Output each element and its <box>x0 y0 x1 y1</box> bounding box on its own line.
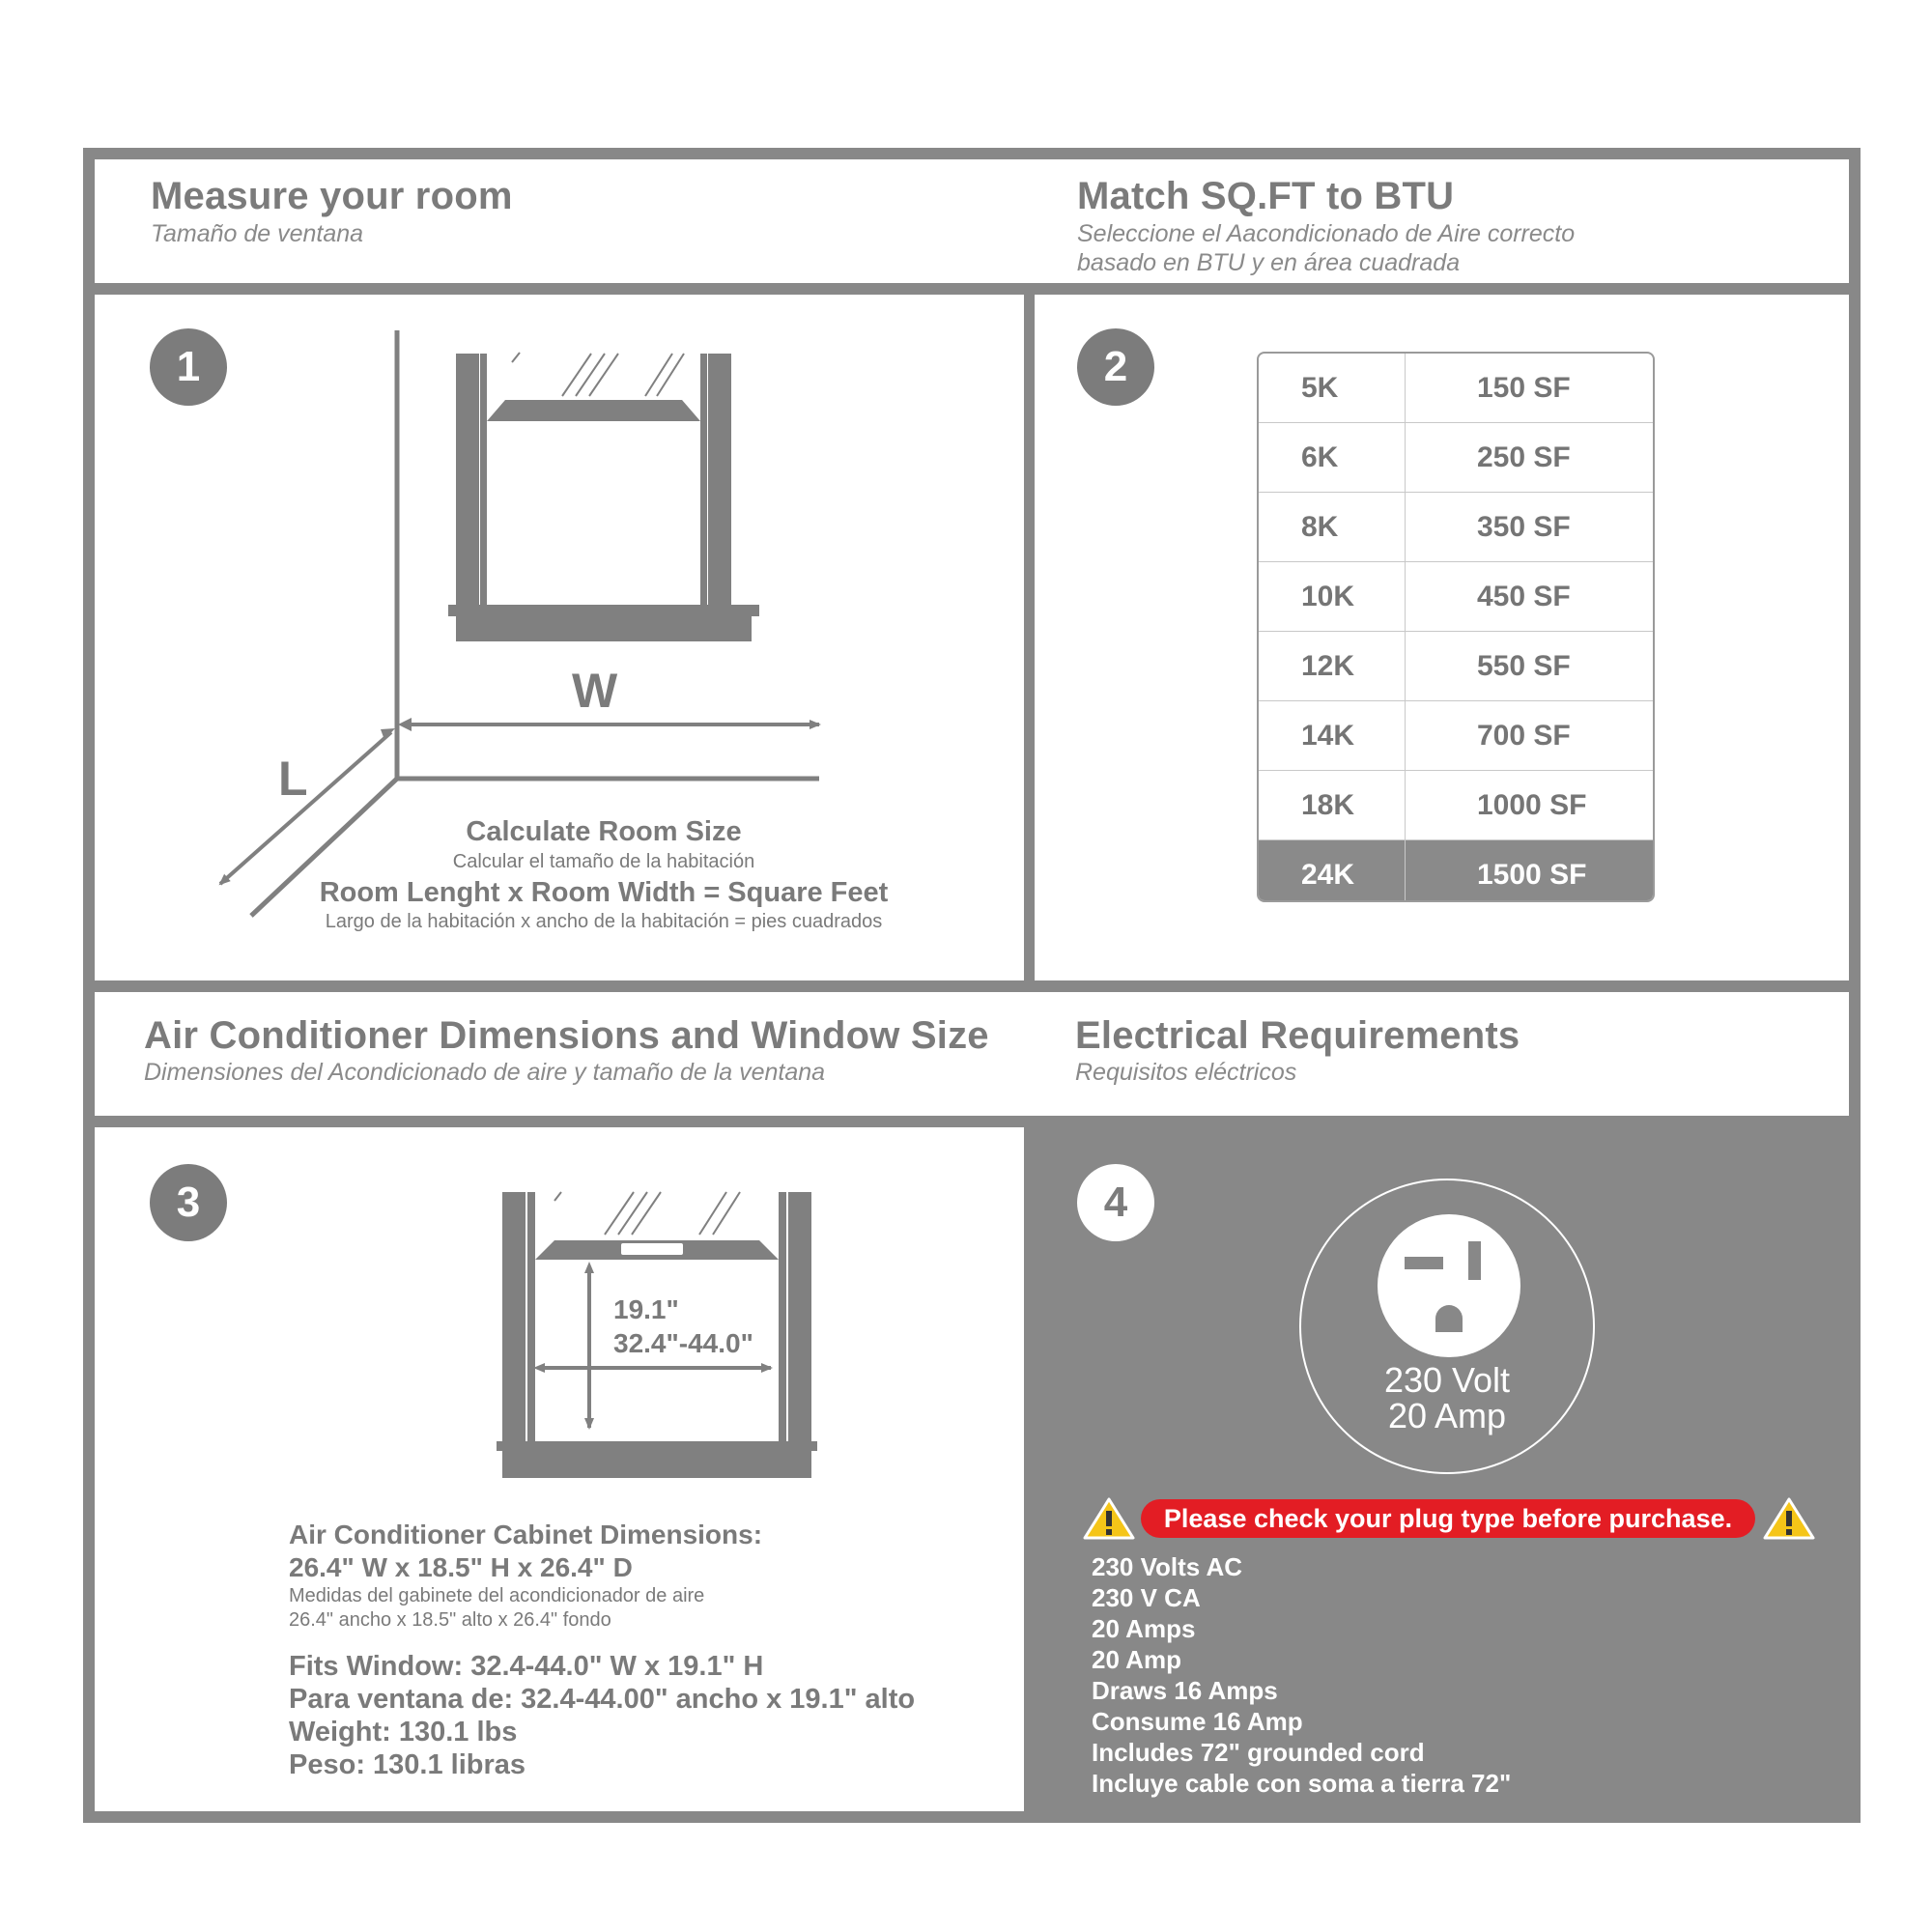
match-subtitle-1: Seleccione el Aacondicionado de Aire correcto <box>1077 220 1576 247</box>
electrical-title: Electrical Requirements <box>1075 1014 1520 1057</box>
btu-value: 12K <box>1259 632 1406 700</box>
electrical-spec-item: Includes 72" grounded cord <box>1092 1738 1425 1767</box>
area-value: 450 SF <box>1477 581 1571 612</box>
area-value: 700 SF <box>1477 720 1571 752</box>
cabinet-title: Air Conditioner Cabinet Dimensions: <box>289 1520 763 1549</box>
length-label: L <box>278 752 308 806</box>
btu-value: 10K <box>1259 562 1406 631</box>
area-value: 1000 SF <box>1477 789 1587 821</box>
btu-table-row <box>1259 493 1653 562</box>
btu-value: 14K <box>1259 701 1406 770</box>
volt-label: 230 Volt <box>1383 1360 1511 1400</box>
match-title: Match SQ.FT to BTU <box>1077 175 1455 217</box>
calc-formula: Room Lenght x Room Width = Square Feet <box>319 877 889 908</box>
area-value: 150 SF <box>1477 372 1571 404</box>
area-value: 250 SF <box>1477 441 1571 473</box>
btu-table-row <box>1259 354 1653 423</box>
electrical-spec-item: 230 V CA <box>1092 1583 1201 1612</box>
btu-value: 18K <box>1259 771 1406 839</box>
width-label: W <box>572 664 618 718</box>
btu-table-row <box>1259 840 1653 902</box>
electrical-spec-item: Draws 16 Amps <box>1092 1676 1278 1705</box>
window-icon <box>448 353 759 641</box>
electrical-spec-item: 230 Volts AC <box>1092 1552 1243 1581</box>
btu-value: 5K <box>1259 354 1406 422</box>
width-dimension-label: 32.4"-44.0" <box>613 1328 753 1358</box>
dimensions-title: Air Conditioner Dimensions and Window Size <box>144 1014 989 1057</box>
btu-table-row <box>1259 701 1653 771</box>
btu-value: 8K <box>1259 493 1406 561</box>
dimensions-subtitle: Dimensiones del Acondicionado de aire y tamaño de la ventana <box>144 1059 826 1086</box>
fits-window: Fits Window: 32.4-44.0" W x 19.1" H <box>289 1651 764 1682</box>
btu-table-row <box>1259 562 1653 632</box>
amp-label: 20 Amp <box>1387 1396 1507 1435</box>
electrical-spec-item: Consume 16 Amp <box>1092 1707 1303 1736</box>
btu-table <box>1257 352 1655 902</box>
btu-table-row <box>1259 423 1653 493</box>
electrical-subtitle: Requisitos eléctricos <box>1075 1059 1297 1086</box>
electrical-spec-item: Incluye cable con soma a tierra 72" <box>1092 1769 1512 1798</box>
measure-title: Measure your room <box>151 175 513 217</box>
measure-subtitle: Tamaño de ventana <box>151 220 364 247</box>
btu-value: 6K <box>1259 423 1406 492</box>
area-value: 350 SF <box>1477 511 1571 543</box>
weight-es: Peso: 130.1 libras <box>289 1749 526 1780</box>
plug-warning: Please check your plug type before purchase. <box>1141 1499 1755 1538</box>
height-dimension-label: 19.1" <box>613 1294 679 1324</box>
warning-icon-right <box>1763 1496 1815 1541</box>
electrical-spec-item: 20 Amps <box>1092 1614 1196 1643</box>
calc-title: Calculate Room Size <box>466 816 742 847</box>
cabinet-dims: 26.4" W x 18.5" H x 26.4" D <box>289 1552 633 1582</box>
electrical-specs <box>1092 1551 1511 1799</box>
step-4-badge: 4 <box>1077 1164 1154 1241</box>
match-subtitle-2: basado en BTU y en área cuadrada <box>1077 249 1461 276</box>
weight: Weight: 130.1 lbs <box>289 1717 518 1747</box>
btu-table-row <box>1259 771 1653 840</box>
area-value: 550 SF <box>1477 650 1571 682</box>
calc-title-es: Calcular el tamaño de la habitación <box>452 851 755 872</box>
cabinet-es-1: Medidas del gabinete del acondicionador de aire <box>289 1585 705 1606</box>
btu-value: 24K <box>1259 840 1406 902</box>
fits-window-es: Para ventana de: 32.4-44.00" ancho x 19.1" alto <box>289 1684 916 1715</box>
area-value: 1500 SF <box>1477 859 1587 891</box>
btu-table-row <box>1259 632 1653 701</box>
step-2-badge: 2 <box>1077 328 1154 406</box>
electrical-spec-item: 20 Amp <box>1092 1645 1181 1674</box>
cabinet-specs <box>289 1519 915 1781</box>
step-1-badge: 1 <box>150 328 227 406</box>
cabinet-es-2: 26.4" ancho x 18.5" alto x 26.4" fondo <box>289 1609 611 1631</box>
calc-formula-es: Largo de la habitación x ancho de la habitación = pies cuadrados <box>325 911 883 932</box>
room-size-calc <box>242 816 966 933</box>
warning-icon-left <box>1083 1496 1135 1541</box>
outlet-icon <box>1376 1212 1522 1359</box>
step-3-badge: 3 <box>150 1164 227 1241</box>
